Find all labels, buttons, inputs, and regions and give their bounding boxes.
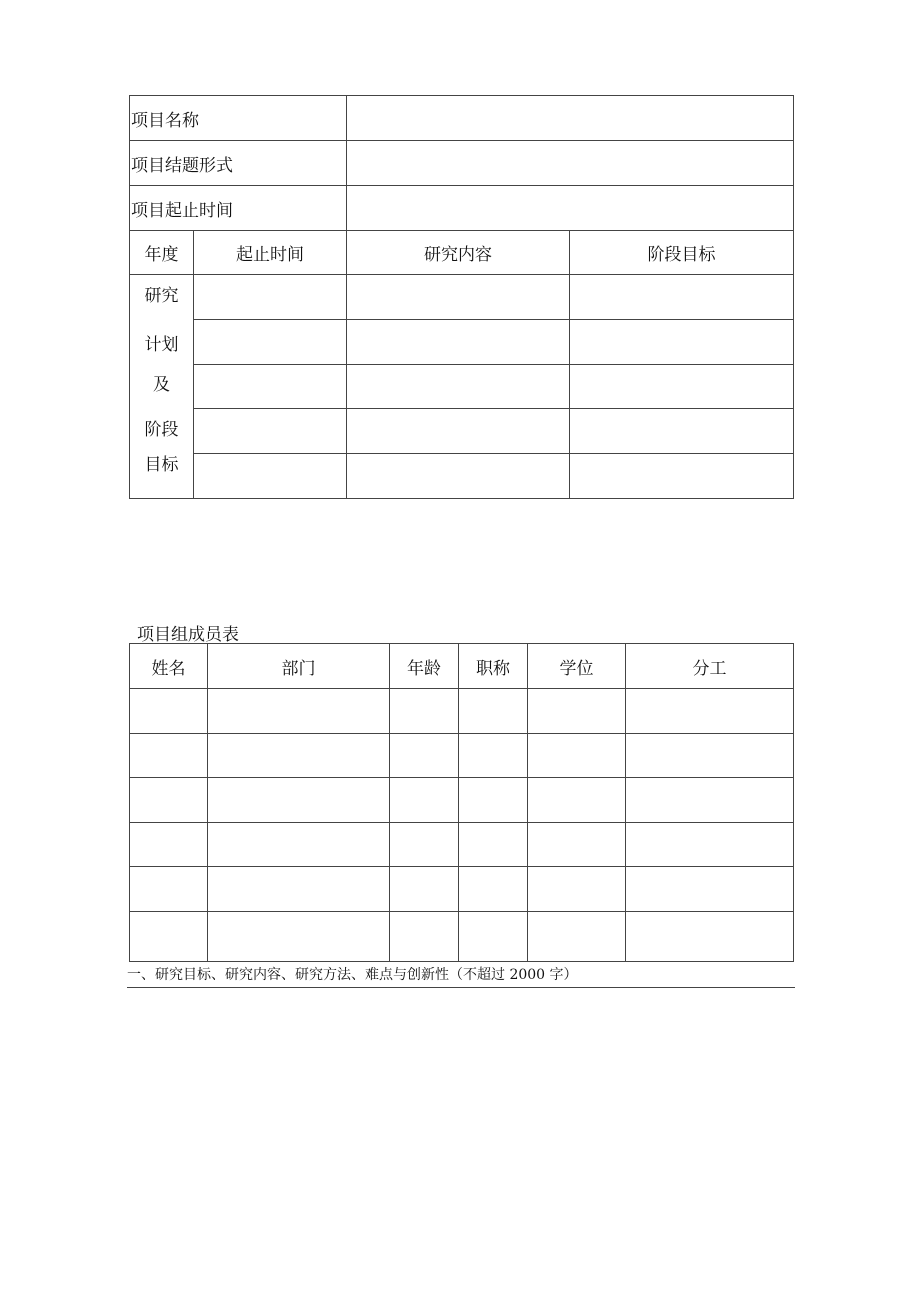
plan-cell[interactable]	[194, 275, 347, 320]
member-cell[interactable]	[208, 734, 390, 778]
member-cell[interactable]	[390, 823, 459, 867]
table-row	[130, 689, 794, 734]
member-cell[interactable]	[626, 689, 794, 734]
plan-cell[interactable]	[570, 320, 794, 365]
member-cell[interactable]	[208, 689, 390, 734]
member-cell[interactable]	[626, 823, 794, 867]
member-cell[interactable]	[130, 689, 208, 734]
member-cell[interactable]	[459, 912, 528, 962]
member-cell[interactable]	[390, 867, 459, 912]
column-header-degree: 学位	[528, 644, 626, 689]
side-label-line: 及	[153, 375, 170, 395]
member-cell[interactable]	[626, 867, 794, 912]
side-label-line: 研究	[144, 286, 179, 306]
project-period-field[interactable]	[347, 186, 794, 231]
member-cell[interactable]	[528, 778, 626, 823]
member-cell[interactable]	[459, 734, 528, 778]
plan-cell[interactable]	[347, 454, 570, 499]
completion-form-field[interactable]	[347, 141, 794, 186]
section-heading: 一、研究目标、研究内容、研究方法、难点与创新性（不超过 2000 字）	[127, 964, 795, 988]
table-row	[130, 912, 794, 962]
plan-cell[interactable]	[570, 454, 794, 499]
member-cell[interactable]	[208, 823, 390, 867]
member-cell[interactable]	[130, 912, 208, 962]
project-info-table	[129, 95, 794, 499]
member-cell[interactable]	[459, 689, 528, 734]
plan-cell[interactable]	[194, 365, 347, 409]
member-cell[interactable]	[130, 867, 208, 912]
column-header-age: 年龄	[390, 644, 459, 689]
plan-cell[interactable]	[347, 409, 570, 454]
side-label-line: 目标	[144, 455, 179, 475]
table-row	[130, 778, 794, 823]
plan-cell[interactable]	[570, 409, 794, 454]
year-header: 年度	[130, 231, 194, 275]
member-cell[interactable]	[208, 778, 390, 823]
side-label-line: 计划	[144, 335, 179, 355]
member-cell[interactable]	[459, 867, 528, 912]
member-cell[interactable]	[528, 867, 626, 912]
plan-cell[interactable]	[194, 454, 347, 499]
member-cell[interactable]	[626, 734, 794, 778]
table-row	[130, 867, 794, 912]
member-cell[interactable]	[130, 778, 208, 823]
column-header-title: 职称	[459, 644, 528, 689]
member-cell[interactable]	[130, 823, 208, 867]
side-label-line: 阶段	[144, 420, 179, 440]
plan-cell[interactable]	[194, 320, 347, 365]
column-header-name: 姓名	[130, 644, 208, 689]
plan-cell[interactable]	[347, 320, 570, 365]
member-cell[interactable]	[528, 734, 626, 778]
plan-cell[interactable]	[194, 409, 347, 454]
member-cell[interactable]	[390, 689, 459, 734]
member-cell[interactable]	[130, 734, 208, 778]
project-name-label: 项目名称	[130, 96, 347, 141]
member-cell[interactable]	[459, 778, 528, 823]
member-cell[interactable]	[390, 912, 459, 962]
table-row	[130, 823, 794, 867]
table-row	[130, 734, 794, 778]
column-header-department: 部门	[208, 644, 390, 689]
column-header-period: 起止时间	[194, 231, 347, 275]
member-cell[interactable]	[626, 778, 794, 823]
plan-cell[interactable]	[570, 275, 794, 320]
column-header-role: 分工	[626, 644, 794, 689]
member-cell[interactable]	[528, 689, 626, 734]
member-cell[interactable]	[528, 912, 626, 962]
plan-cell[interactable]	[570, 365, 794, 409]
plan-cell[interactable]	[347, 365, 570, 409]
member-cell[interactable]	[626, 912, 794, 962]
member-cell[interactable]	[390, 778, 459, 823]
column-header-goal: 阶段目标	[570, 231, 794, 275]
member-cell[interactable]	[208, 912, 390, 962]
plan-cell[interactable]	[347, 275, 570, 320]
member-cell[interactable]	[390, 734, 459, 778]
project-period-label: 项目起止时间	[130, 186, 347, 231]
plan-side-label	[130, 275, 194, 499]
members-table-title: 项目组成员表	[137, 625, 239, 645]
completion-form-label: 项目结题形式	[130, 141, 347, 186]
members-table	[129, 643, 794, 962]
member-cell[interactable]	[459, 823, 528, 867]
member-cell[interactable]	[208, 867, 390, 912]
project-name-field[interactable]	[347, 96, 794, 141]
column-header-content: 研究内容	[347, 231, 570, 275]
member-cell[interactable]	[528, 823, 626, 867]
